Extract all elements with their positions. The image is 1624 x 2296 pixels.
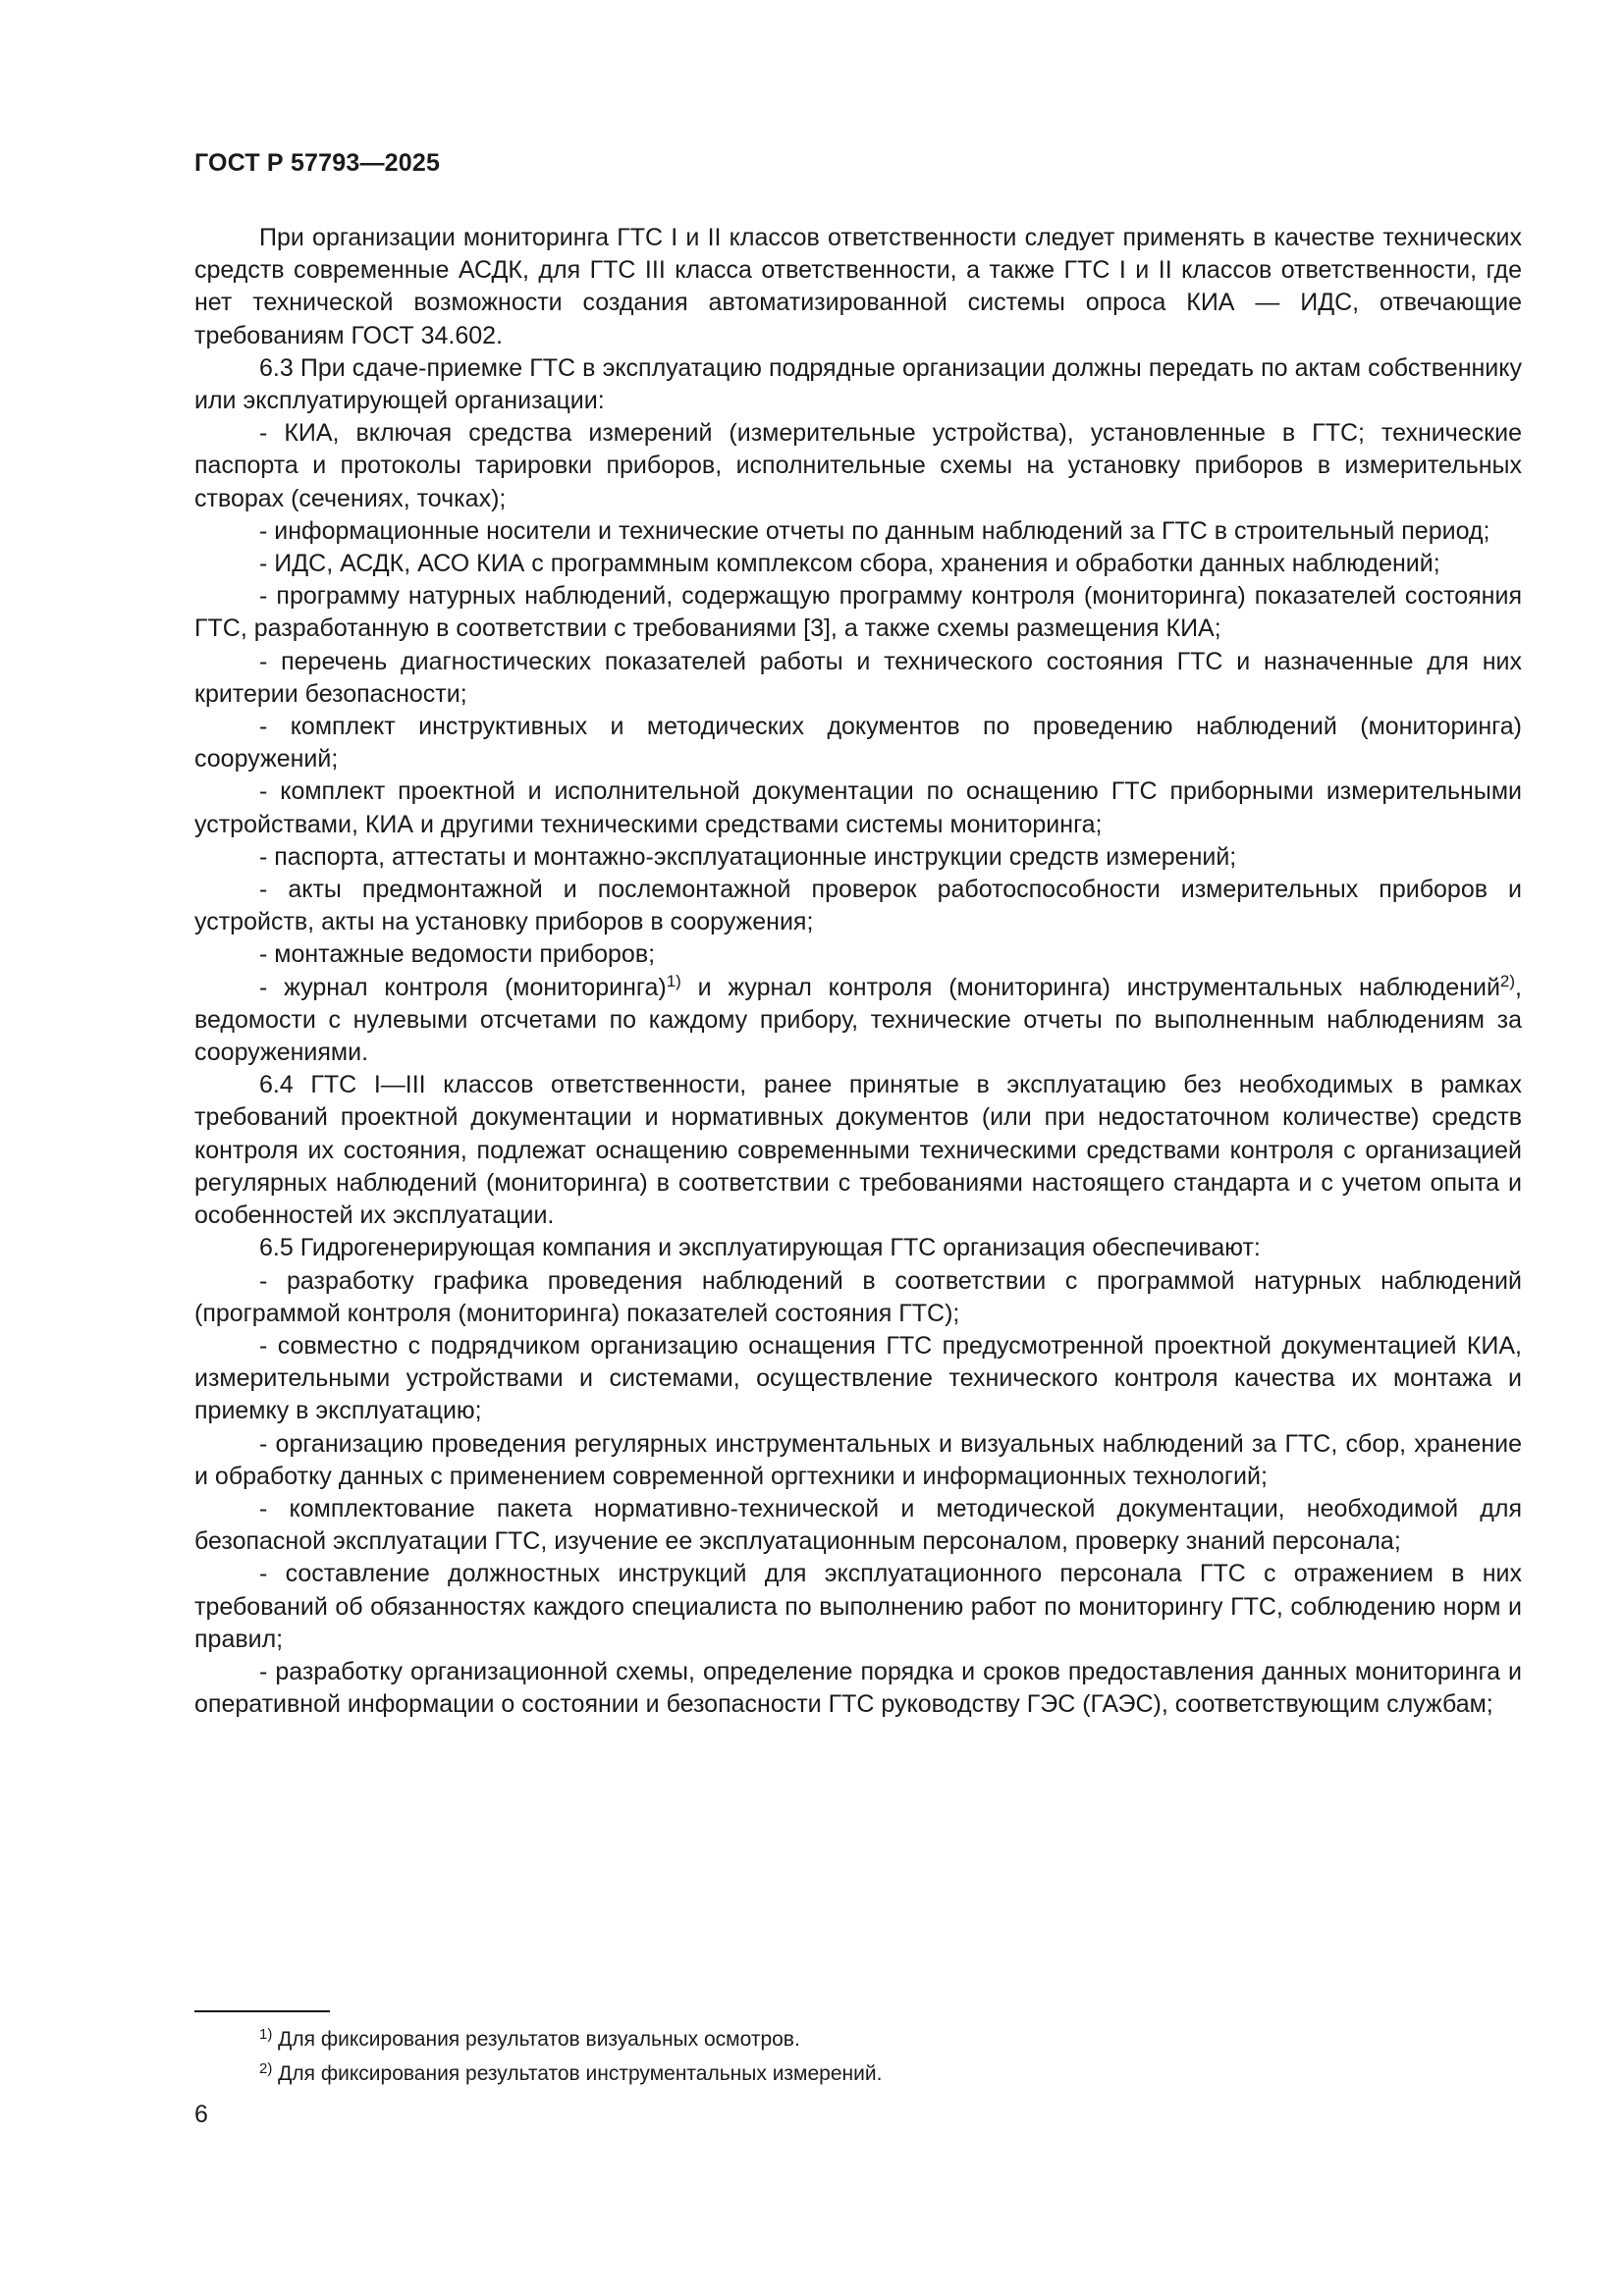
list-item: - составление должностных инструкций для эксплуатационного персонала ГТС с отражением в них требований об обязанностях каждого специалиста по выполнению работ по мониторингу ГТС, соблюдению норм и правил; [194,1560,1522,1653]
page-number: 6 [194,2101,208,2128]
list-item: - паспорта, аттестаты и монтажно-эксплуатационные инструкции средств измерений; [259,842,1237,871]
list-item: - организацию проведения регулярных инструментальных и визуальных наблюдений за ГТС, сбор, хранение и обработку данных с применением современной оргтехники и информационных технологий; [194,1429,1522,1490]
footnote-separator [194,2010,330,2012]
list-item: - КИА, включая средства измерений (измерительные устройства), установленные в ГТС; технические паспорта и протоколы тарировки приборов, исполнительные схемы на установку приборов в измерительных створах (сечениях, точках); [194,419,1522,512]
list-item: - совместно с подрядчиком организацию оснащения ГТС предусмотренной проектной документацией КИА, измерительными устройствами и системами, осуществление технического контроля качества их монтажа и приемку в эксплуатацию; [194,1331,1522,1425]
list-item: - разработку организационной схемы, определение порядка и сроков предоставления данных мониторинга и оперативной информации о состоянии и безопасности ГТС руководству ГЭС (ГАЭС), соответствующим службам; [194,1657,1522,1719]
list-item: - разработку графика проведения наблюдений в соответствии с программой натурных наблюдений (программой контроля (мониторинга) показателей состояния ГТС); [194,1266,1522,1327]
paragraph: При организации мониторинга ГТС I и II классов ответственности следует применять в качестве технических средств современные АСДК, для ГТС III класса ответственности, а также ГТС I и II классов ответственности, где нет технической возможности создания автоматизированной системы опроса КИА — ИДС, отвечающие требованиям ГОСТ 34.602. [194,224,1522,349]
list-item: - информационные носители и технические отчеты по данным наблюдений за ГТС в строительный период; [259,516,1490,545]
journal-text-2: и журнал контроля (мониторинга) инструментальных наблюдений [680,973,1500,1001]
list-item: - комплект инструктивных и методических документов по проведению наблюдений (мониторинга) сооружений; [194,713,1522,774]
list-item: - монтажные ведомости приборов; [259,940,656,969]
footnote-ref-1: 1) [666,971,681,990]
footnote-1 [259,2022,800,2053]
paragraph: 6.5 Гидрогенерирующая компания и эксплуатирующая ГТС организация обеспечивают: [259,1234,1261,1262]
list-item: - перечень диагностических показателей работы и технического состояния ГТС и назначенные для них критерии безопасности; [194,647,1522,708]
footnote-mark-2: 2) [259,2060,273,2077]
footnote-2 [259,2056,882,2087]
footnote-mark-1: 1) [259,2026,273,2043]
list-item: - программу натурных наблюдений, содержащую программу контроля (мониторинга) показателей состояния ГТС, разработанную в соответствии с требованиями [3], а также схемы размещения КИА; [194,582,1522,643]
footnote-ref-2: 2) [1499,971,1516,990]
paragraph: 6.3 При сдаче-приемке ГТС в эксплуатацию подрядные организации должны передать по актам собственнику или эксплуатирующей организации: [194,353,1522,415]
list-item: - акты предмонтажной и послемонтажной проверок работоспособности измерительных приборов и устройств, акты на установку приборов в сооружения; [194,876,1522,936]
footnote-text-2: Для фиксирования результатов инструментальных измерений. [272,2062,883,2085]
list-item: - ИДС, АСДК, АСО КИА с программным комплексом сбора, хранения и обработки данных наблюдений; [259,550,1440,578]
list-item: - комплект проектной и исполнительной документации по оснащению ГТС приборными измерительными устройствами, КИА и другими техническими средствами системы мониторинга; [194,777,1522,838]
list-item-journal [194,972,1522,1070]
document-body [194,222,1522,1721]
list-item: - комплектование пакета нормативно-технической и методической документации, необходимой для безопасной эксплуатации ГТС, изучение ее эксплуатационным персоналом, проверку знаний персонала; [194,1494,1522,1556]
footnote-text-1: Для фиксирования результатов визуальных осмотров. [272,2028,800,2051]
journal-text-3: , ведомости с нулевыми отсчетами по каждому прибору, технические отчеты по выполненным наблюдениям за сооружениями. [194,973,1522,1067]
journal-text-1: - журнал контроля (мониторинга) [259,973,667,1001]
paragraph: 6.4 ГТС I—III классов ответственности, ранее принятые в эксплуатацию без необходимых в рамках требований проектной документации и нормативных документов (или при недостаточном количестве) средств контроля их состояния, подлежат оснащению современными техническими средствами контроля с организацией регулярных наблюдений (мониторинга) в соответствии с требованиями настоящего стандарта и с учетом опыта и особенностей их эксплуатации. [194,1071,1522,1230]
document-header: ГОСТ Р 57793—2025 [194,149,441,177]
